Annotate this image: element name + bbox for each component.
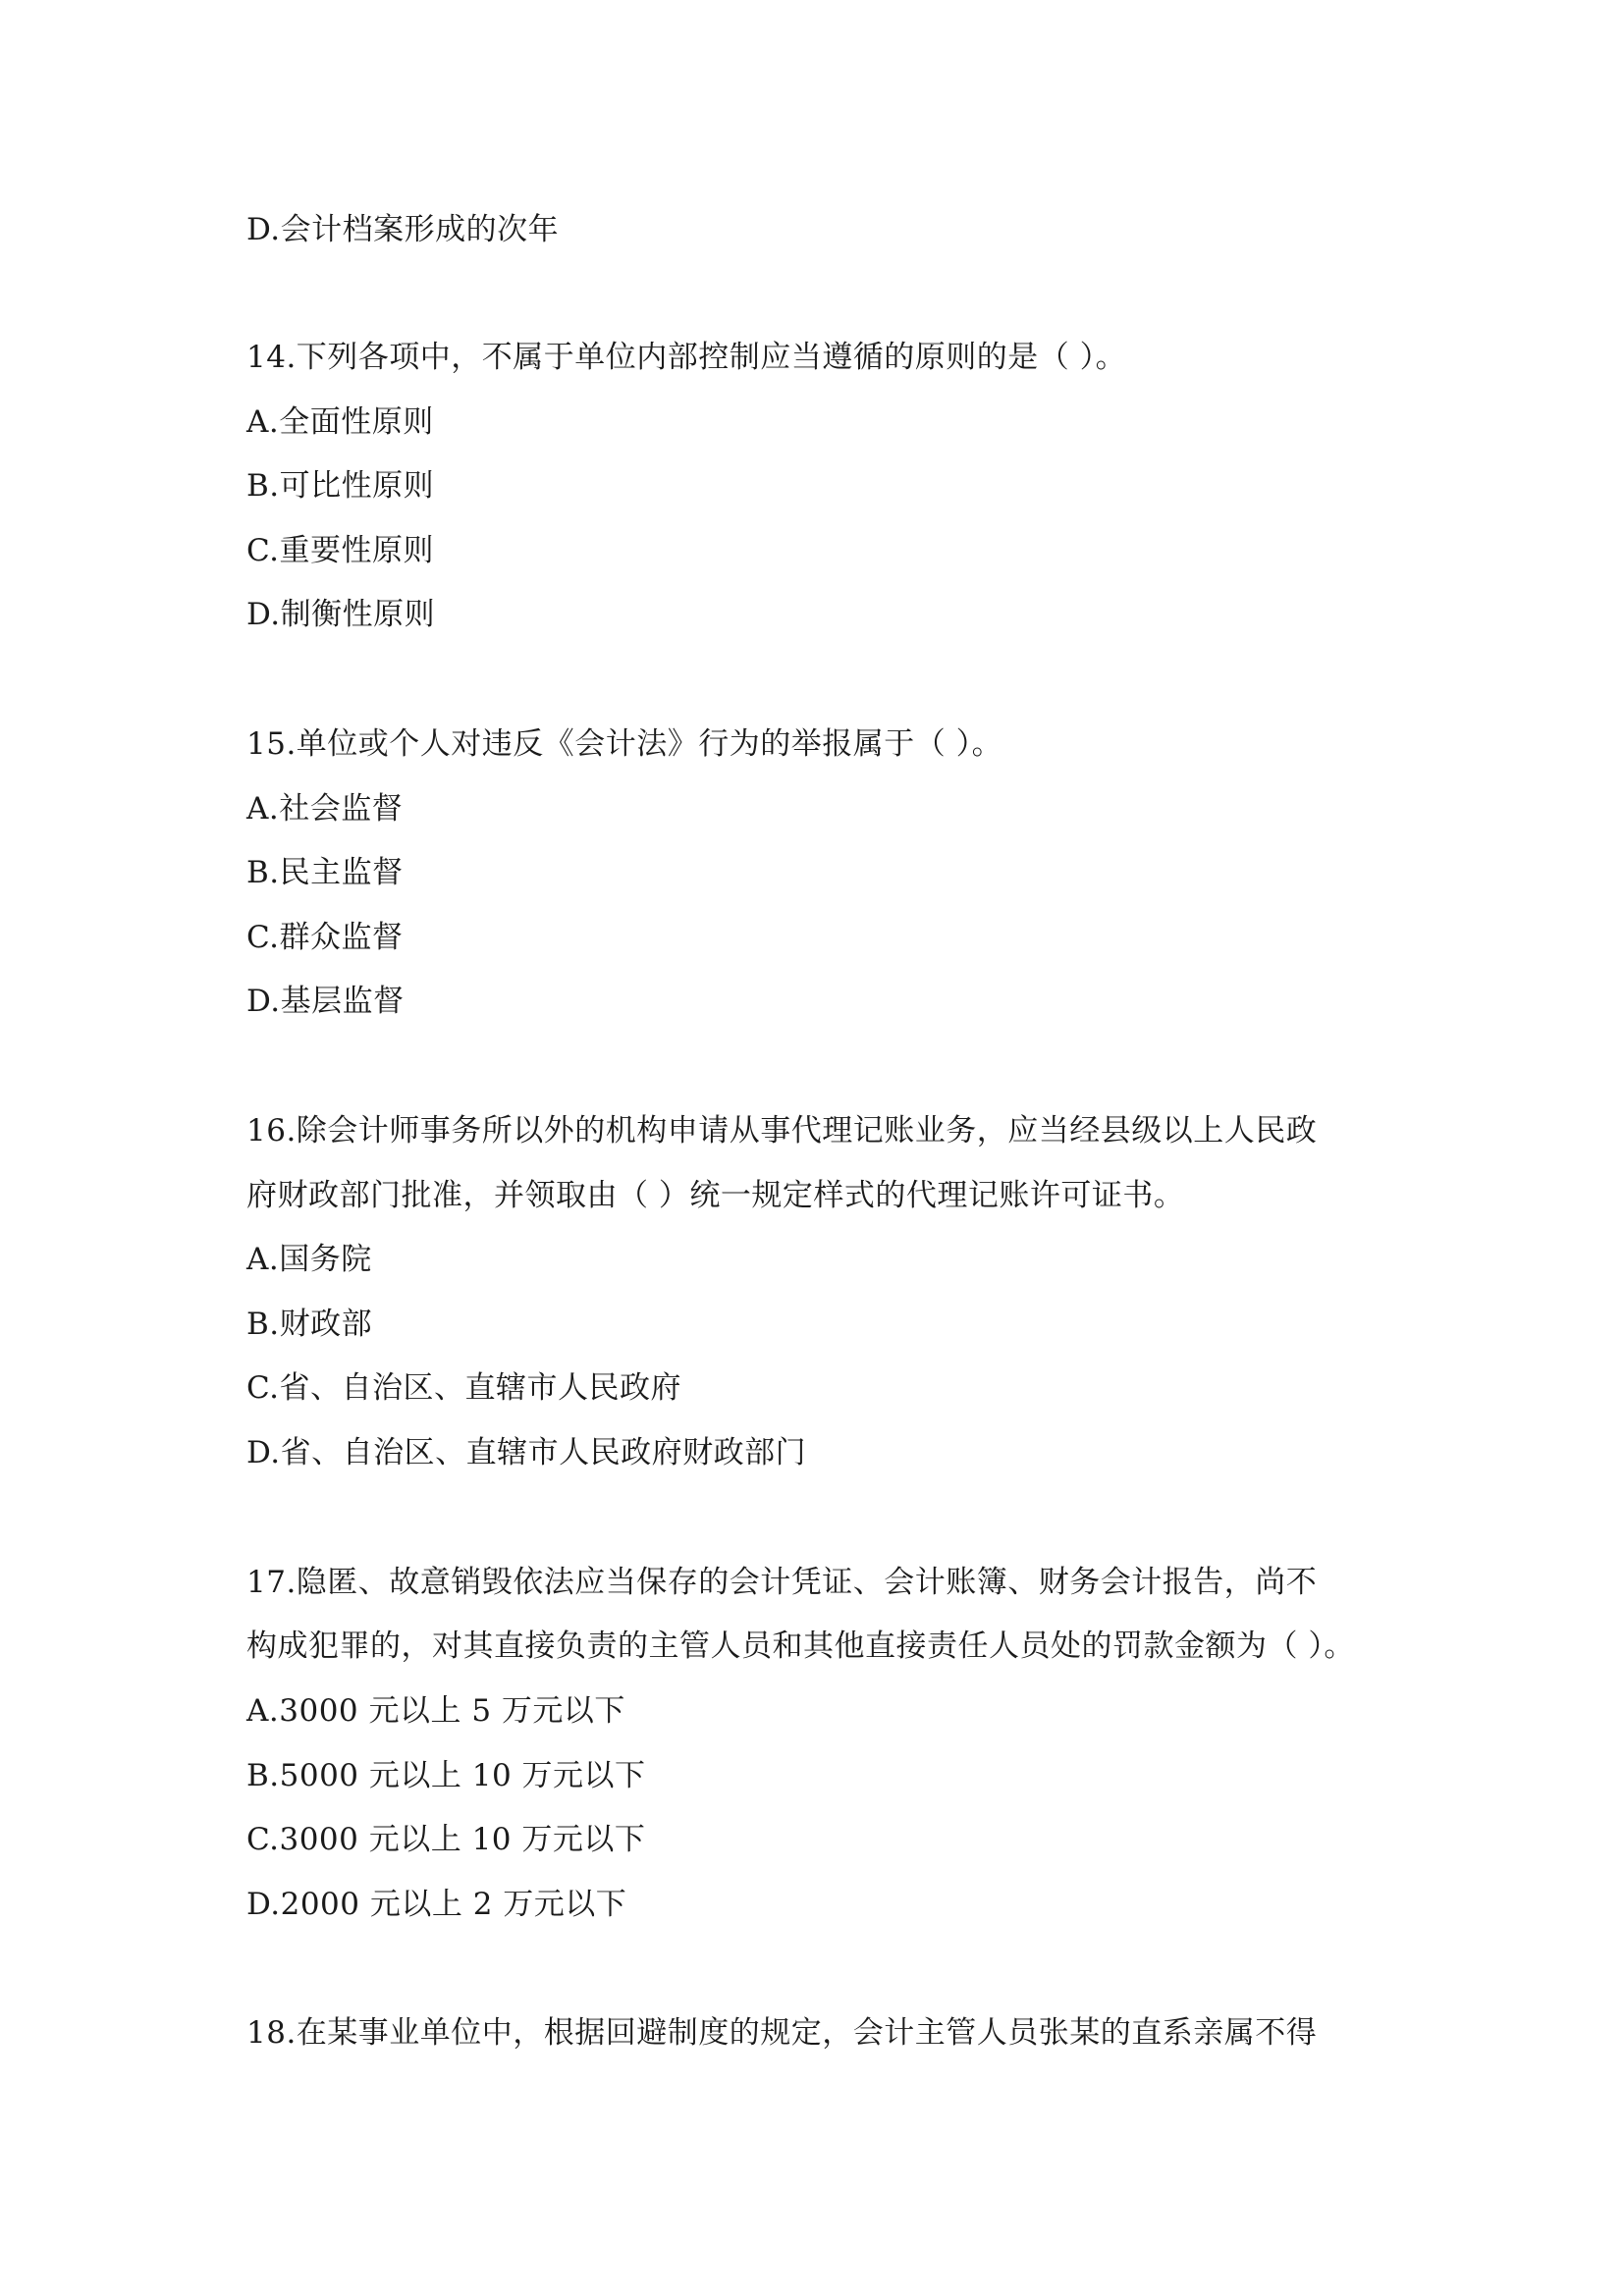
question-14-option-d: D.制衡性原则 xyxy=(246,597,436,632)
question-17-stem-line-2: 构成犯罪的，对其直接负责的主管人员和其他直接责任人员处的罚款金额为（ ）。 xyxy=(246,1629,1355,1664)
option-d-carryover: D.会计档案形成的次年 xyxy=(246,212,560,247)
question-17-option-c: C.3000 元以上 10 万元以下 xyxy=(246,1822,646,1857)
question-14-stem: 14.下列各项中，不属于单位内部控制应当遵循的原则的是（ ）。 xyxy=(246,340,1127,375)
question-15-option-d: D.基层监督 xyxy=(246,984,405,1019)
question-16-stem-line-1: 16.除会计师事务所以外的机构申请从事代理记账业务，应当经县级以上人民政 xyxy=(246,1113,1318,1148)
question-18-stem-line-1: 18.在某事业单位中，根据回避制度的规定，会计主管人员张某的直系亲属不得 xyxy=(246,2015,1318,2051)
question-17-option-d: D.2000 元以上 2 万元以下 xyxy=(246,1887,627,1922)
question-14-option-a: A.全面性原则 xyxy=(246,404,434,440)
question-16-option-c: C.省、自治区、直辖市人民政府 xyxy=(246,1370,681,1406)
question-17-option-b: B.5000 元以上 10 万元以下 xyxy=(246,1758,646,1793)
question-15-option-b: B.民主监督 xyxy=(246,855,404,890)
question-17-stem-line-1: 17.隐匿、故意销毁依法应当保存的会计凭证、会计账簿、财务会计报告，尚不 xyxy=(246,1565,1318,1600)
question-14-option-c: C.重要性原则 xyxy=(246,533,434,568)
question-17-option-a: A.3000 元以上 5 万元以下 xyxy=(246,1693,625,1729)
question-16-stem-line-2: 府财政部门批准，并领取由（ ）统一规定样式的代理记账许可证书。 xyxy=(246,1178,1185,1213)
question-15-option-a: A.社会监督 xyxy=(246,791,404,827)
question-16-option-d: D.省、自治区、直辖市人民政府财政部门 xyxy=(246,1435,807,1470)
question-14-option-b: B.可比性原则 xyxy=(246,468,435,504)
question-15-option-c: C.群众监督 xyxy=(246,920,404,955)
question-15-stem: 15.单位或个人对违反《会计法》行为的举报属于（ ）。 xyxy=(246,726,1003,762)
question-16-option-a: A.国务院 xyxy=(246,1242,372,1277)
question-16-option-b: B.财政部 xyxy=(246,1307,373,1342)
